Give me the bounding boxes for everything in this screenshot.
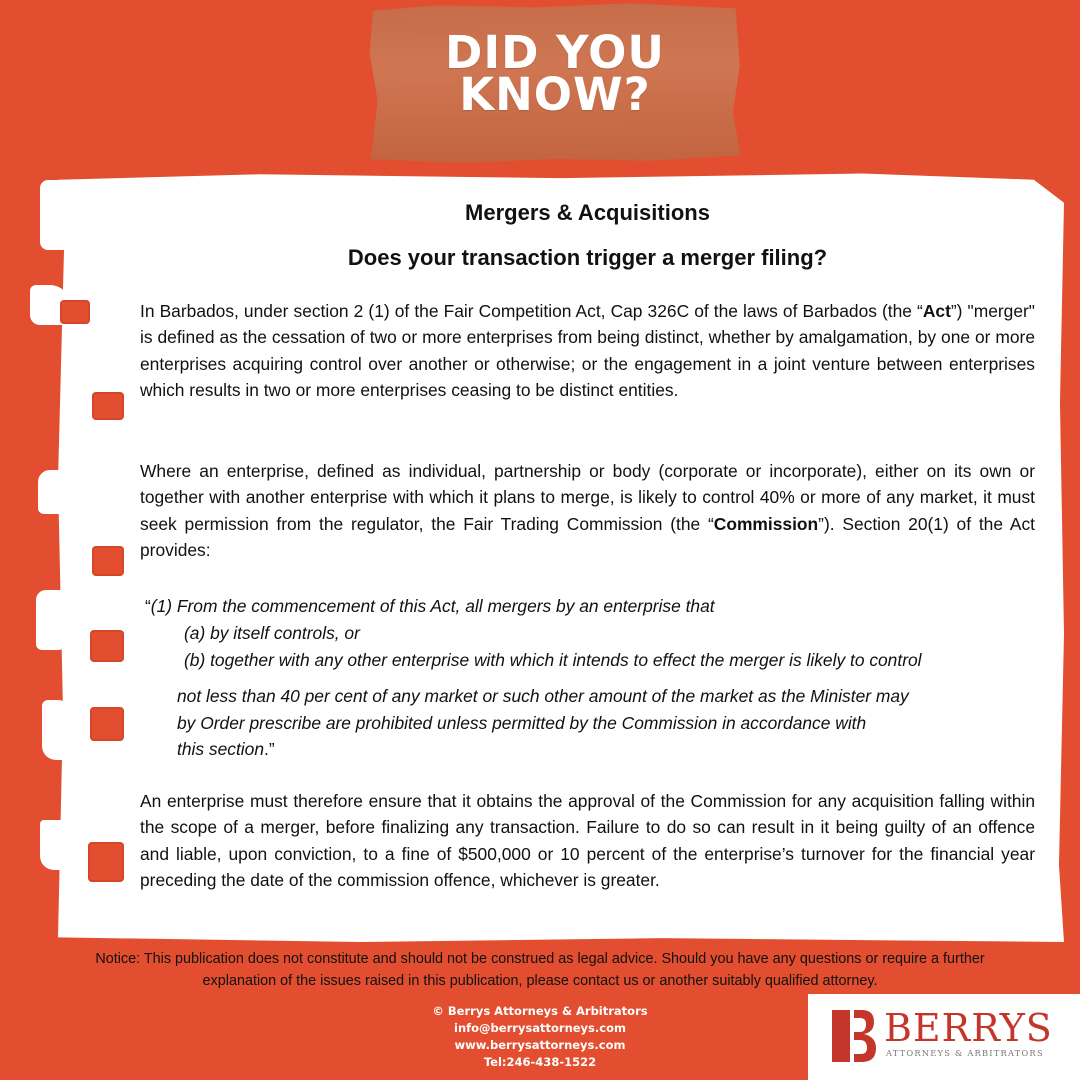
quote-close-mark: .” [264,739,275,759]
quote-line-b: (b) together with any other enterprise with which it intends to effect the merger is likely to control [184,650,922,670]
phone-text: Tel:246-438-1522 [483,1055,597,1069]
notice-line: Notice: This publication does not constitute and should not be construed as legal advice. Should you have any questions or require a further [95,951,985,967]
quote-line: by Order prescribe are prohibited unless permitted by the Commission in accordance with [177,712,867,733]
text-span: In Barbados, under section 2 (1) of the Fair Competition Act, Cap 326C of the laws of Barbados (the “ [140,301,923,321]
article-subheading: Does your transaction trigger a merger filing? [347,245,828,270]
paragraph-penalty: An enterprise must therefore ensure that it obtains the approval of the Commission for any acquisition falling within the scope of a merger, before finalizing any transaction. Failure to do so can result in it being guilty of an offence and liable, upon conviction, to a fine of $500,000 or 10 percent of the enterprise’s turnover for the financial year preceding the date of the commission offence, whichever is greater. [140,791,1035,890]
logo-wordmark: BERRYS [884,1006,1053,1050]
quote-line-1 [145,593,715,619]
binder-tab [90,707,124,741]
email-link[interactable]: info@berrysattorneys.com [454,1021,626,1035]
contact-block [400,1003,680,1071]
banner-title [370,26,740,121]
notice-line: explanation of the issues raised in this publication, please contact us or another suitably qualified attorney. [202,972,878,989]
binder-tab [90,630,124,662]
binder-tab [92,546,124,576]
text-span: this section [177,739,264,759]
binder-tab [60,300,90,324]
paragraph-control-threshold [140,458,1035,563]
bold-term-commission: Commission [713,513,819,534]
quote-line-a: (a) by itself controls, or [184,623,360,643]
article-heading: Mergers & Acquisitions [465,200,710,225]
text-span: ”). Section 20(1) of the Act provides: [140,513,1035,560]
copyright-text: © Berrys Attorneys & Arbitrators [432,1004,648,1018]
quote-open-mark: “ [145,596,151,616]
binder-tab [88,842,124,882]
berrys-logo-icon [832,1010,876,1062]
paragraph-definition [140,298,1035,403]
logo-tagline: ATTORNEYS & ARBITRATORS [886,1048,1044,1058]
banner-title-line1: DID YOU [445,26,665,79]
binder-tab [92,392,124,420]
bold-term-act: Act [922,301,951,321]
quote-line [177,736,909,763]
quote-line: not less than 40 per cent of any market or such other amount of the market as the Minister may [177,686,909,706]
text-span: ”) "merger" is defined as the cessation of two or more enterprises from being distinct, whether by amalgamation, by one or more enterprises acquiring control over another or otherwise; or the engagement in a joint venture between enterprises which results in two or more enterprises ceasing to be distinct entities. [140,301,1035,400]
text-span: (1) From the commencement of this Act, all mergers by an enterprise that [150,596,715,616]
website-link[interactable]: www.berrysattorneys.com [454,1038,626,1052]
banner-title-line2: KNOW? [459,68,651,121]
quote-continuation [177,683,909,763]
legal-notice [40,949,1040,992]
text-span: Where an enterprise, defined as individual, partnership or body (corporate or incorporate), either on its own or together with another enterprise with which it plans to merge, is likely to control 40% or more of any market, it must seek permission from the regulator, the Fair Trading Commission (the “ [140,461,1035,534]
